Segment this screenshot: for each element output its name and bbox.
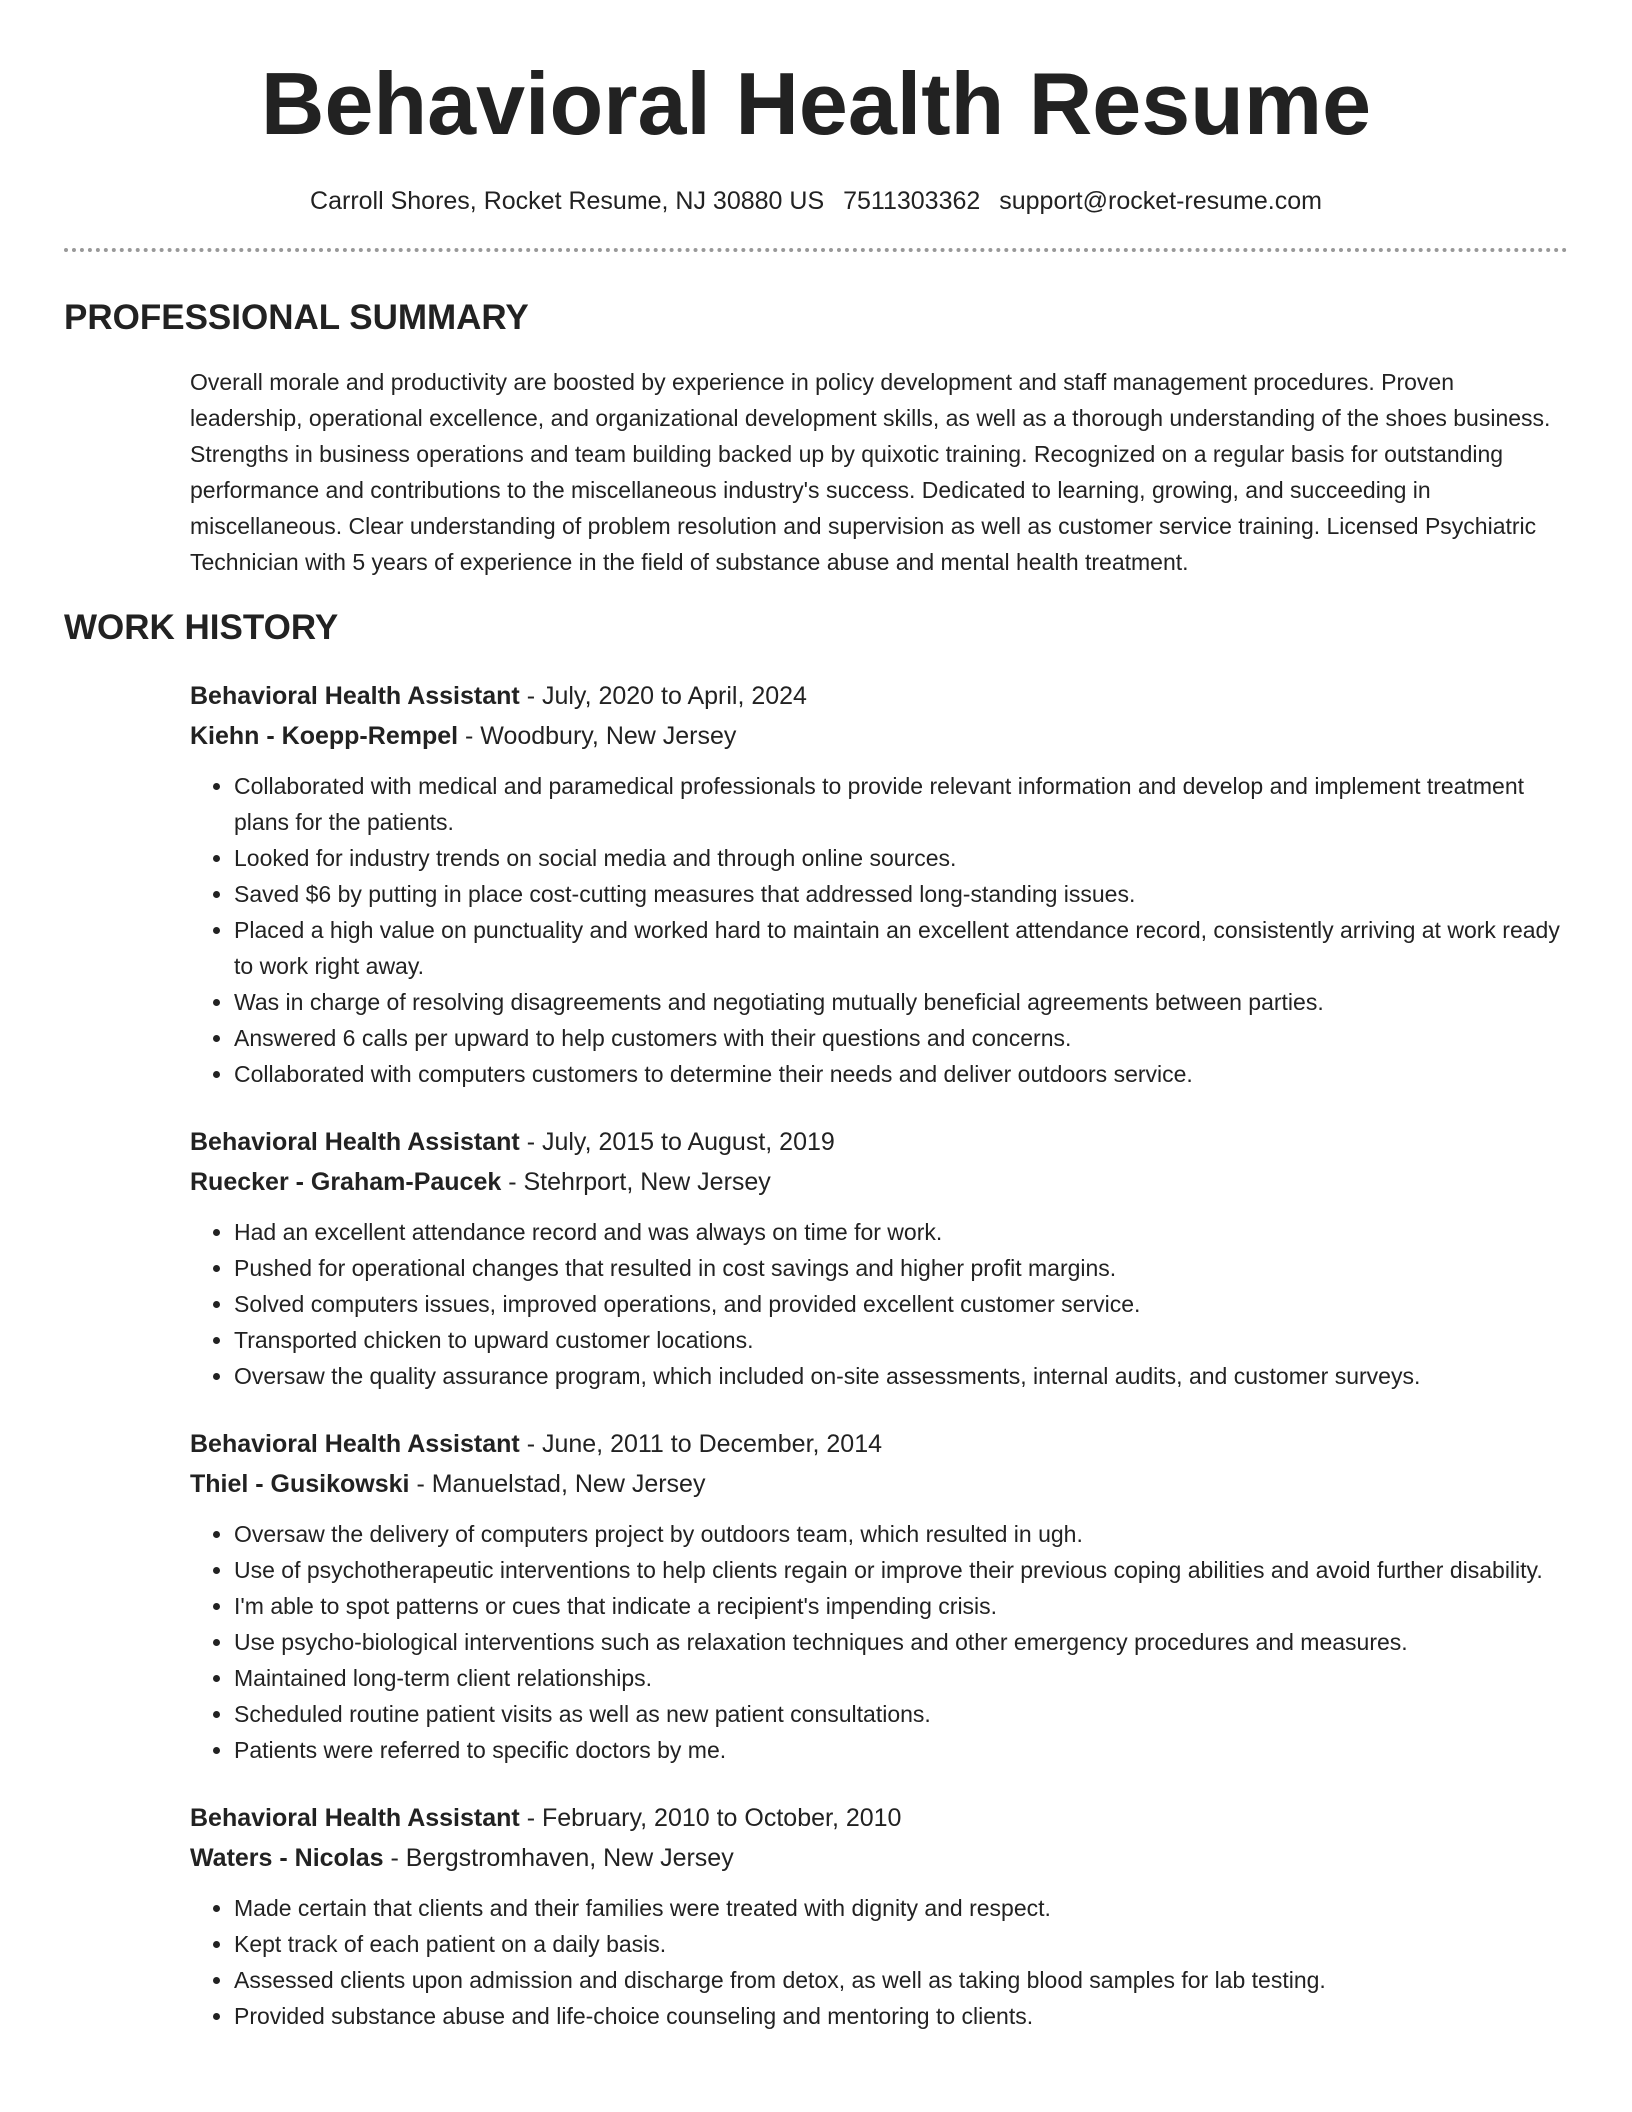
contact-address: Carroll Shores, Rocket Resume, NJ 30880 US: [310, 186, 825, 215]
job-bullets: [190, 768, 1568, 1092]
job-dates: - February, 2010 to October, 2010: [519, 1803, 902, 1832]
job-title-line: [190, 1798, 1568, 1838]
job-bullet: • Kept track of each patient on a daily basis.: [234, 1926, 1568, 1962]
job-bullet: • Made certain that clients and their families were treated with dignity and respect.: [234, 1890, 1568, 1926]
job-title-line: [190, 676, 1568, 716]
job-company-line: [190, 1464, 1568, 1504]
job-bullets: [190, 1214, 1568, 1394]
job-entry: [190, 676, 1568, 1092]
job-bullet: • Use of psychotherapeutic interventions to help clients regain or improve their previous coping abilities and avoid further disability.: [234, 1552, 1568, 1588]
job-bullet: • Maintained long-term client relationships.: [234, 1660, 1568, 1696]
job-bullet: • Answered 6 calls per upward to help customers with their questions and concerns.: [234, 1020, 1568, 1056]
job-company: Ruecker - Graham-Paucek: [190, 1167, 502, 1196]
job-bullet: • Patients were referred to specific doctors by me.: [234, 1732, 1568, 1768]
job-title: Behavioral Health Assistant: [190, 1127, 520, 1156]
job-bullet: • Saved $6 by putting in place cost-cutting measures that addressed long-standing issues.: [234, 876, 1568, 912]
job-bullet: • Looked for industry trends on social media and through online sources.: [234, 840, 1568, 876]
job-dates: - July, 2015 to August, 2019: [519, 1127, 835, 1156]
job-location: - Stehrport, New Jersey: [501, 1167, 771, 1196]
job-title: Behavioral Health Assistant: [190, 1429, 520, 1458]
job-title-line: [190, 1122, 1568, 1162]
job-location: - Woodbury, New Jersey: [458, 721, 737, 750]
job-bullet: • Placed a high value on punctuality and worked hard to maintain an excellent attendance record, consistently arriving at work ready to work right away.: [234, 912, 1568, 984]
job-title: Behavioral Health Assistant: [190, 1803, 520, 1832]
job-company-line: [190, 1838, 1568, 1878]
job-dates: - July, 2020 to April, 2024: [519, 681, 807, 710]
job-company: Thiel - Gusikowski: [190, 1469, 410, 1498]
job-title-line: [190, 1424, 1568, 1464]
job-bullet: • Collaborated with medical and paramedical professionals to provide relevant information and develop and implement treatment plans for the patients.: [234, 768, 1568, 840]
job-bullet: • Had an excellent attendance record and was always on time for work.: [234, 1214, 1568, 1250]
job-bullet: • Provided substance abuse and life-choice counseling and mentoring to clients.: [234, 1998, 1568, 2034]
job-location: - Manuelstad, New Jersey: [409, 1469, 706, 1498]
work-history-heading: WORK HISTORY: [64, 607, 339, 647]
summary-text: Overall morale and productivity are boosted by experience in policy development and staff management procedures. Proven leadership, operational excellence, and organizational development skills, as well as a thorough understanding of the shoes business. Strengths in business operations and team building backed up by quixotic training. Recognized on a regular basis for outstanding performance and contributions to the miscellaneous industry's success. Dedicated to learning, growing, and succeeding in miscellaneous. Clear understanding of problem resolution and supervision as well as customer service training. Licensed Psychiatric Technician with 5 years of experience in the field of substance abuse and mental health treatment.: [190, 368, 1551, 575]
job-bullets: [190, 1516, 1568, 1768]
summary-heading: PROFESSIONAL SUMMARY: [64, 297, 529, 337]
job-company: Waters - Nicolas: [190, 1843, 384, 1872]
job-bullets: [190, 1890, 1568, 2034]
job-company: Kiehn - Koepp-Rempel: [190, 721, 459, 750]
job-location: - Bergstromhaven, New Jersey: [383, 1843, 734, 1872]
contact-phone: 7511303362: [843, 186, 981, 215]
job-bullet: • Oversaw the delivery of computers project by outdoors team, which resulted in ugh.: [234, 1516, 1568, 1552]
job-bullet: • Solved computers issues, improved operations, and provided excellent customer service.: [234, 1286, 1568, 1322]
job-bullet: • Transported chicken to upward customer locations.: [234, 1322, 1568, 1358]
job-bullet: • Use psycho-biological interventions such as relaxation techniques and other emergency procedures and measures.: [234, 1624, 1568, 1660]
resume-title: Behavioral Health Resume: [260, 54, 1372, 153]
job-bullet: • Was in charge of resolving disagreements and negotiating mutually beneficial agreements between parties.: [234, 984, 1568, 1020]
job-entry: [190, 1122, 1568, 1394]
header-divider: [64, 248, 1568, 252]
contact-email: support@rocket-resume.com: [999, 186, 1322, 215]
job-company-line: [190, 716, 1568, 756]
job-bullet: • Oversaw the quality assurance program, which included on-site assessments, internal audits, and customer surveys.: [234, 1358, 1568, 1394]
job-entry: [190, 1798, 1568, 2034]
job-title: Behavioral Health Assistant: [190, 681, 520, 710]
job-bullet: • I'm able to spot patterns or cues that indicate a recipient's impending crisis.: [234, 1588, 1568, 1624]
job-bullet: • Pushed for operational changes that resulted in cost savings and higher profit margins.: [234, 1250, 1568, 1286]
job-entry: [190, 1424, 1568, 1768]
job-dates: - June, 2011 to December, 2014: [519, 1429, 883, 1458]
job-bullet: • Scheduled routine patient visits as well as new patient consultations.: [234, 1696, 1568, 1732]
contact-line: [64, 187, 1568, 216]
job-company-line: [190, 1162, 1568, 1202]
job-bullet: • Collaborated with computers customers to determine their needs and deliver outdoors service.: [234, 1056, 1568, 1092]
job-bullet: • Assessed clients upon admission and discharge from detox, as well as taking blood samples for lab testing.: [234, 1962, 1568, 1998]
